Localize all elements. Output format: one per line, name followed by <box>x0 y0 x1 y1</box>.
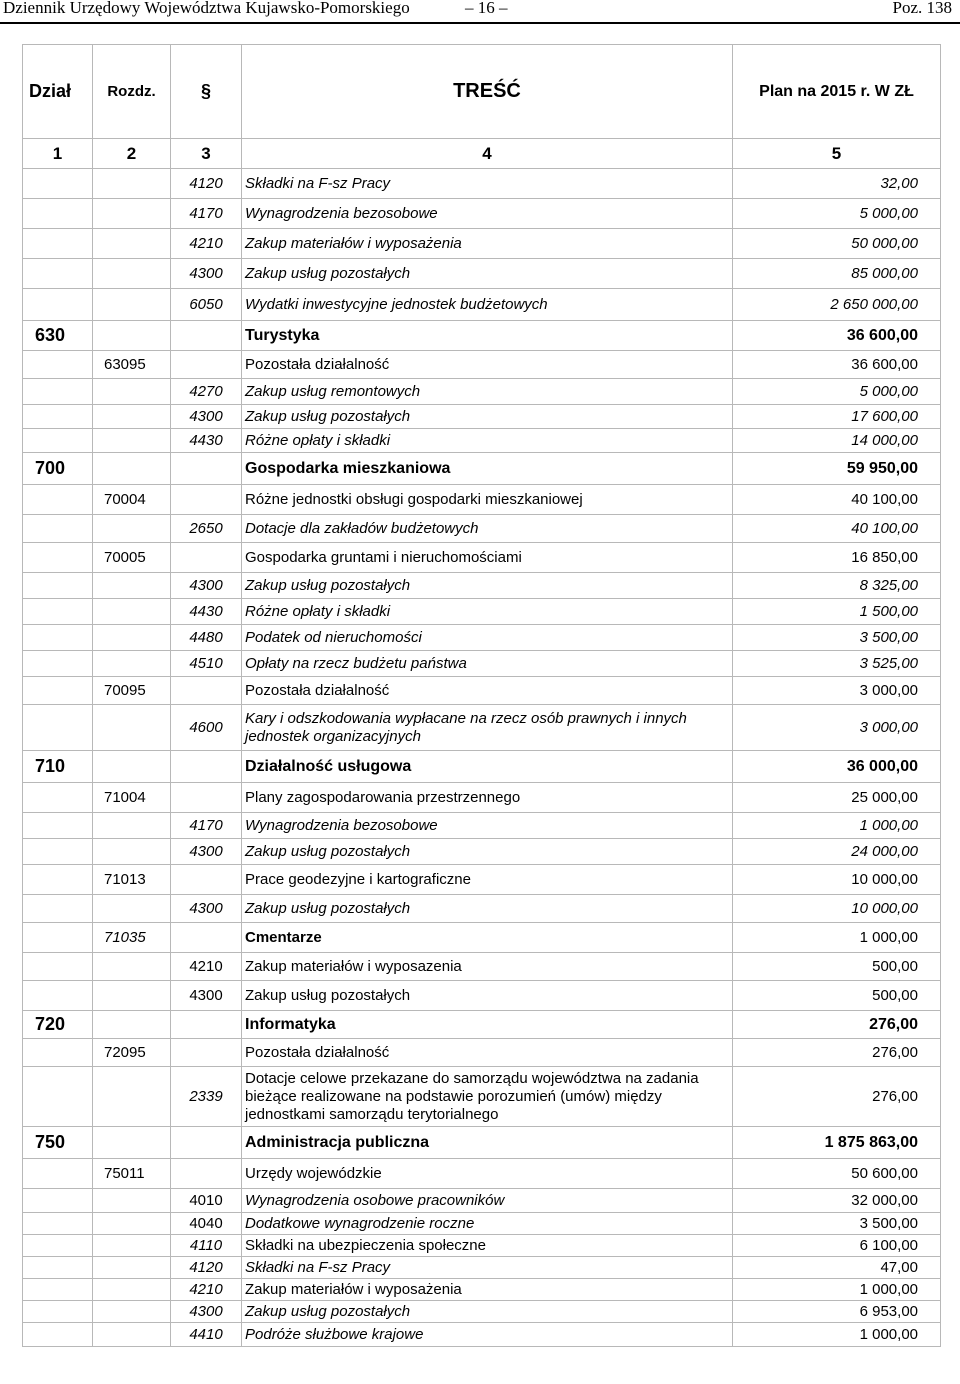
kwota-cell: 5 000,00 <box>733 379 941 405</box>
tresc-cell: Pozostała działalność <box>242 677 733 705</box>
tresc-cell: Prace geodezyjne i kartograficzne <box>242 865 733 895</box>
tresc-cell: Podróże służbowe krajowe <box>242 1323 733 1347</box>
tresc-cell: Podatek od nieruchomości <box>242 625 733 651</box>
kwota-cell: 24 000,00 <box>733 839 941 865</box>
table-row <box>23 895 941 923</box>
tresc-cell: Działalność usługowa <box>242 751 733 783</box>
paragraf-cell: 4510 <box>171 651 242 677</box>
table-row <box>23 229 941 259</box>
rozdzial-cell <box>93 1301 171 1323</box>
table-row <box>23 351 941 379</box>
table-row <box>23 379 941 405</box>
paragraf-cell: 4300 <box>171 981 242 1011</box>
rozdzial-cell <box>93 651 171 677</box>
page-header <box>0 0 960 24</box>
paragraf-cell <box>171 321 242 351</box>
dzial-cell: 630 <box>23 321 93 351</box>
kwota-cell: 85 000,00 <box>733 259 941 289</box>
rozdzial-cell <box>93 453 171 485</box>
dzial-cell <box>23 839 93 865</box>
paragraf-cell <box>171 485 242 515</box>
dzial-cell <box>23 1039 93 1067</box>
dzial-cell <box>23 865 93 895</box>
paragraf-cell: 4480 <box>171 625 242 651</box>
paragraf-cell: 4300 <box>171 259 242 289</box>
tresc-cell: Zakup usług pozostałych <box>242 573 733 599</box>
dzial-cell <box>23 923 93 953</box>
dzial-cell <box>23 783 93 813</box>
dzial-cell <box>23 259 93 289</box>
paragraf-cell <box>171 923 242 953</box>
rozdzial-cell <box>93 1235 171 1257</box>
dzial-cell <box>23 1257 93 1279</box>
table-row <box>23 543 941 573</box>
paragraf-cell: 4170 <box>171 813 242 839</box>
col-header-rozdz: Rozdz. <box>93 45 171 139</box>
col-number-3: 3 <box>171 139 242 169</box>
tresc-cell: Pozostała działalność <box>242 351 733 379</box>
rozdzial-cell <box>93 405 171 429</box>
col-header-dzial: Dział <box>23 45 93 139</box>
paragraf-cell <box>171 1159 242 1189</box>
tresc-cell: Administracja publiczna <box>242 1127 733 1159</box>
kwota-cell: 36 600,00 <box>733 321 941 351</box>
paragraf-cell <box>171 351 242 379</box>
paragraf-cell: 4300 <box>171 1301 242 1323</box>
rozdzial-cell <box>93 705 171 751</box>
dzial-cell <box>23 573 93 599</box>
kwota-cell: 276,00 <box>733 1039 941 1067</box>
kwota-cell: 10 000,00 <box>733 865 941 895</box>
kwota-cell: 50 600,00 <box>733 1159 941 1189</box>
tresc-cell: Zakup usług pozostałych <box>242 405 733 429</box>
dzial-cell <box>23 1301 93 1323</box>
tresc-cell: Plany zagospodarowania przestrzennego <box>242 783 733 813</box>
tresc-cell: Urzędy wojewódzkie <box>242 1159 733 1189</box>
col-header-paragraf: § <box>171 45 242 139</box>
rozdzial-cell <box>93 1213 171 1235</box>
tresc-cell: Zakup materiałów i wyposażenia <box>242 229 733 259</box>
col-header-plan: Plan na 2015 r. W ZŁ <box>733 45 941 139</box>
table-row <box>23 259 941 289</box>
dzial-cell: 720 <box>23 1011 93 1039</box>
kwota-cell: 3 500,00 <box>733 1213 941 1235</box>
rozdzial-cell <box>93 259 171 289</box>
dzial-cell <box>23 813 93 839</box>
kwota-cell: 1 000,00 <box>733 923 941 953</box>
table-row <box>23 515 941 543</box>
kwota-cell: 1 000,00 <box>733 1323 941 1347</box>
dzial-cell <box>23 895 93 923</box>
rozdzial-cell <box>93 515 171 543</box>
tresc-cell: Zakup materiałów i wyposazenia <box>242 953 733 981</box>
rozdzial-cell <box>93 289 171 321</box>
kwota-cell: 1 500,00 <box>733 599 941 625</box>
rozdzial-cell <box>93 1279 171 1301</box>
tresc-cell: Dotacje celowe przekazane do samorządu województwa na zadania bieżące realizowane na podstawie porozumień (umów) między jednostkami samorządu terytorialnego <box>242 1067 733 1127</box>
dzial-cell <box>23 599 93 625</box>
paragraf-cell: 4010 <box>171 1189 242 1213</box>
rozdzial-cell: 75011 <box>93 1159 171 1189</box>
rozdzial-cell <box>93 573 171 599</box>
table-row <box>23 1213 941 1235</box>
rozdzial-cell <box>93 1323 171 1347</box>
kwota-cell: 3 000,00 <box>733 677 941 705</box>
table-row <box>23 839 941 865</box>
table-row <box>23 1323 941 1347</box>
rozdzial-cell <box>93 429 171 453</box>
table-header-row <box>23 45 941 139</box>
kwota-cell: 3 525,00 <box>733 651 941 677</box>
paragraf-cell: 4600 <box>171 705 242 751</box>
paragraf-cell: 2339 <box>171 1067 242 1127</box>
dzial-cell <box>23 169 93 199</box>
kwota-cell: 10 000,00 <box>733 895 941 923</box>
kwota-cell: 5 000,00 <box>733 199 941 229</box>
dzial-cell <box>23 543 93 573</box>
table-row <box>23 625 941 651</box>
tresc-cell: Turystyka <box>242 321 733 351</box>
kwota-cell: 59 950,00 <box>733 453 941 485</box>
paragraf-cell: 4210 <box>171 1279 242 1301</box>
paragraf-cell: 4120 <box>171 169 242 199</box>
tresc-cell: Zakup usług pozostałych <box>242 981 733 1011</box>
dzial-cell <box>23 1235 93 1257</box>
dzial-cell <box>23 229 93 259</box>
rozdzial-cell: 70095 <box>93 677 171 705</box>
paragraf-cell: 4300 <box>171 895 242 923</box>
table-row <box>23 485 941 515</box>
table-row <box>23 453 941 485</box>
dzial-cell: 750 <box>23 1127 93 1159</box>
tresc-cell: Wynagrodzenia bezosobowe <box>242 199 733 229</box>
paragraf-cell: 4120 <box>171 1257 242 1279</box>
kwota-cell: 36 600,00 <box>733 351 941 379</box>
dzial-cell <box>23 429 93 453</box>
tresc-cell: Kary i odszkodowania wypłacane na rzecz osób prawnych i innych jednostek organizacyjnych <box>242 705 733 751</box>
paragraf-cell: 4040 <box>171 1213 242 1235</box>
paragraf-cell: 4300 <box>171 573 242 599</box>
rozdzial-cell <box>93 625 171 651</box>
paragraf-cell <box>171 1011 242 1039</box>
rozdzial-cell: 71004 <box>93 783 171 813</box>
table-row <box>23 1235 941 1257</box>
tresc-cell: Opłaty na rzecz budżetu państwa <box>242 651 733 677</box>
rozdzial-cell <box>93 839 171 865</box>
kwota-cell: 1 000,00 <box>733 1279 941 1301</box>
page-number: – 16 – <box>465 0 508 17</box>
kwota-cell: 3 500,00 <box>733 625 941 651</box>
table-row <box>23 1039 941 1067</box>
paragraf-cell: 4170 <box>171 199 242 229</box>
dzial-cell: 710 <box>23 751 93 783</box>
table-row <box>23 1159 941 1189</box>
table-row <box>23 651 941 677</box>
tresc-cell: Różne opłaty i składki <box>242 429 733 453</box>
paragraf-cell: 4110 <box>171 1235 242 1257</box>
paragraf-cell <box>171 677 242 705</box>
dzial-cell <box>23 651 93 677</box>
tresc-cell: Różne jednostki obsługi gospodarki mieszkaniowej <box>242 485 733 515</box>
kwota-cell: 32 000,00 <box>733 1189 941 1213</box>
rozdzial-cell: 71035 <box>93 923 171 953</box>
rozdzial-cell: 63095 <box>93 351 171 379</box>
tresc-cell: Zakup materiałów i wyposażenia <box>242 1279 733 1301</box>
kwota-cell: 14 000,00 <box>733 429 941 453</box>
col-number-1: 1 <box>23 139 93 169</box>
tresc-cell: Zakup usług remontowych <box>242 379 733 405</box>
table-row <box>23 1257 941 1279</box>
paragraf-cell <box>171 543 242 573</box>
tresc-cell: Dotacje dla zakładów budżetowych <box>242 515 733 543</box>
kwota-cell: 276,00 <box>733 1011 941 1039</box>
kwota-cell: 276,00 <box>733 1067 941 1127</box>
rozdzial-cell <box>93 981 171 1011</box>
paragraf-cell: 2650 <box>171 515 242 543</box>
dzial-cell <box>23 1159 93 1189</box>
paragraf-cell <box>171 1127 242 1159</box>
table-row <box>23 705 941 751</box>
kwota-cell: 40 100,00 <box>733 485 941 515</box>
table-row <box>23 923 941 953</box>
kwota-cell: 32,00 <box>733 169 941 199</box>
table-row <box>23 1301 941 1323</box>
dzial-cell <box>23 1067 93 1127</box>
kwota-cell: 500,00 <box>733 953 941 981</box>
paragraf-cell <box>171 453 242 485</box>
dzial-cell <box>23 515 93 543</box>
budget-table <box>22 44 941 1347</box>
kwota-cell: 17 600,00 <box>733 405 941 429</box>
tresc-cell: Zakup usług pozostałych <box>242 839 733 865</box>
table-row <box>23 677 941 705</box>
kwota-cell: 25 000,00 <box>733 783 941 813</box>
tresc-cell: Wynagrodzenia osobowe pracowników <box>242 1189 733 1213</box>
table-row <box>23 981 941 1011</box>
dzial-cell <box>23 625 93 651</box>
rozdzial-cell: 71013 <box>93 865 171 895</box>
rozdzial-cell <box>93 1257 171 1279</box>
paragraf-cell <box>171 865 242 895</box>
paragraf-cell: 4270 <box>171 379 242 405</box>
table-row <box>23 1067 941 1127</box>
rozdzial-cell <box>93 379 171 405</box>
table-row <box>23 321 941 351</box>
kwota-cell: 8 325,00 <box>733 573 941 599</box>
table-row <box>23 405 941 429</box>
tresc-cell: Informatyka <box>242 1011 733 1039</box>
tresc-cell: Pozostała działalność <box>242 1039 733 1067</box>
table-row <box>23 1279 941 1301</box>
table-row <box>23 783 941 813</box>
rozdzial-cell: 70004 <box>93 485 171 515</box>
dzial-cell <box>23 677 93 705</box>
rozdzial-cell <box>93 1189 171 1213</box>
rozdzial-cell: 70005 <box>93 543 171 573</box>
tresc-cell: Gospodarka gruntami i nieruchomościami <box>242 543 733 573</box>
rozdzial-cell <box>93 813 171 839</box>
dzial-cell <box>23 405 93 429</box>
tresc-cell: Składki na ubezpieczenia społeczne <box>242 1235 733 1257</box>
table-row <box>23 1189 941 1213</box>
tresc-cell: Gospodarka mieszkaniowa <box>242 453 733 485</box>
kwota-cell: 16 850,00 <box>733 543 941 573</box>
tresc-cell: Zakup usług pozostałych <box>242 895 733 923</box>
table-row <box>23 169 941 199</box>
col-header-tresc: TREŚĆ <box>242 45 733 139</box>
table-row <box>23 1011 941 1039</box>
table-row <box>23 573 941 599</box>
rozdzial-cell <box>93 229 171 259</box>
dzial-cell <box>23 1189 93 1213</box>
paragraf-cell: 6050 <box>171 289 242 321</box>
table-row <box>23 429 941 453</box>
table-row <box>23 199 941 229</box>
paragraf-cell: 4430 <box>171 599 242 625</box>
kwota-cell: 3 000,00 <box>733 705 941 751</box>
rozdzial-cell <box>93 169 171 199</box>
table-row <box>23 813 941 839</box>
kwota-cell: 6 100,00 <box>733 1235 941 1257</box>
paragraf-cell: 4300 <box>171 405 242 429</box>
paragraf-cell <box>171 1039 242 1067</box>
kwota-cell: 1 875 863,00 <box>733 1127 941 1159</box>
kwota-cell: 500,00 <box>733 981 941 1011</box>
paragraf-cell: 4210 <box>171 953 242 981</box>
kwota-cell: 2 650 000,00 <box>733 289 941 321</box>
rozdzial-cell <box>93 953 171 981</box>
tresc-cell: Wydatki inwestycyjne jednostek budżetowych <box>242 289 733 321</box>
tresc-cell: Dodatkowe wynagrodzenie roczne <box>242 1213 733 1235</box>
dzial-cell <box>23 351 93 379</box>
dzial-cell <box>23 289 93 321</box>
table-row <box>23 865 941 895</box>
rozdzial-cell <box>93 1011 171 1039</box>
rozdzial-cell <box>93 199 171 229</box>
tresc-cell: Zakup usług pozostałych <box>242 1301 733 1323</box>
paragraf-cell: 4430 <box>171 429 242 453</box>
tresc-cell: Składki na F-sz Pracy <box>242 1257 733 1279</box>
col-number-2: 2 <box>93 139 171 169</box>
paragraf-cell: 4410 <box>171 1323 242 1347</box>
table-row <box>23 1127 941 1159</box>
dzial-cell <box>23 705 93 751</box>
paragraf-cell: 4300 <box>171 839 242 865</box>
rozdzial-cell <box>93 1067 171 1127</box>
kwota-cell: 40 100,00 <box>733 515 941 543</box>
dzial-cell <box>23 953 93 981</box>
dzial-cell <box>23 981 93 1011</box>
kwota-cell: 50 000,00 <box>733 229 941 259</box>
kwota-cell: 47,00 <box>733 1257 941 1279</box>
column-number-row <box>23 139 941 169</box>
dzial-cell <box>23 1213 93 1235</box>
tresc-cell: Różne opłaty i składki <box>242 599 733 625</box>
paragraf-cell: 4210 <box>171 229 242 259</box>
tresc-cell: Zakup usług pozostałych <box>242 259 733 289</box>
journal-title: Dziennik Urzędowy Województwa Kujawsko-Pomorskiego <box>3 0 410 17</box>
paragraf-cell <box>171 783 242 813</box>
rozdzial-cell <box>93 599 171 625</box>
kwota-cell: 36 000,00 <box>733 751 941 783</box>
table-row <box>23 953 941 981</box>
rozdzial-cell <box>93 751 171 783</box>
rozdzial-cell: 72095 <box>93 1039 171 1067</box>
rozdzial-cell <box>93 1127 171 1159</box>
dzial-cell <box>23 379 93 405</box>
dzial-cell <box>23 485 93 515</box>
table-row <box>23 599 941 625</box>
tresc-cell: Składki na F-sz Pracy <box>242 169 733 199</box>
table-row <box>23 289 941 321</box>
col-number-5: 5 <box>733 139 941 169</box>
rozdzial-cell <box>93 321 171 351</box>
table-row <box>23 751 941 783</box>
dzial-cell: 700 <box>23 453 93 485</box>
col-number-4: 4 <box>242 139 733 169</box>
rozdzial-cell <box>93 895 171 923</box>
dzial-cell <box>23 1279 93 1301</box>
position-number: Poz. 138 <box>892 0 952 17</box>
tresc-cell: Wynagrodzenia bezosobowe <box>242 813 733 839</box>
dzial-cell <box>23 1323 93 1347</box>
paragraf-cell <box>171 751 242 783</box>
kwota-cell: 1 000,00 <box>733 813 941 839</box>
dzial-cell <box>23 199 93 229</box>
tresc-cell: Cmentarze <box>242 923 733 953</box>
kwota-cell: 6 953,00 <box>733 1301 941 1323</box>
